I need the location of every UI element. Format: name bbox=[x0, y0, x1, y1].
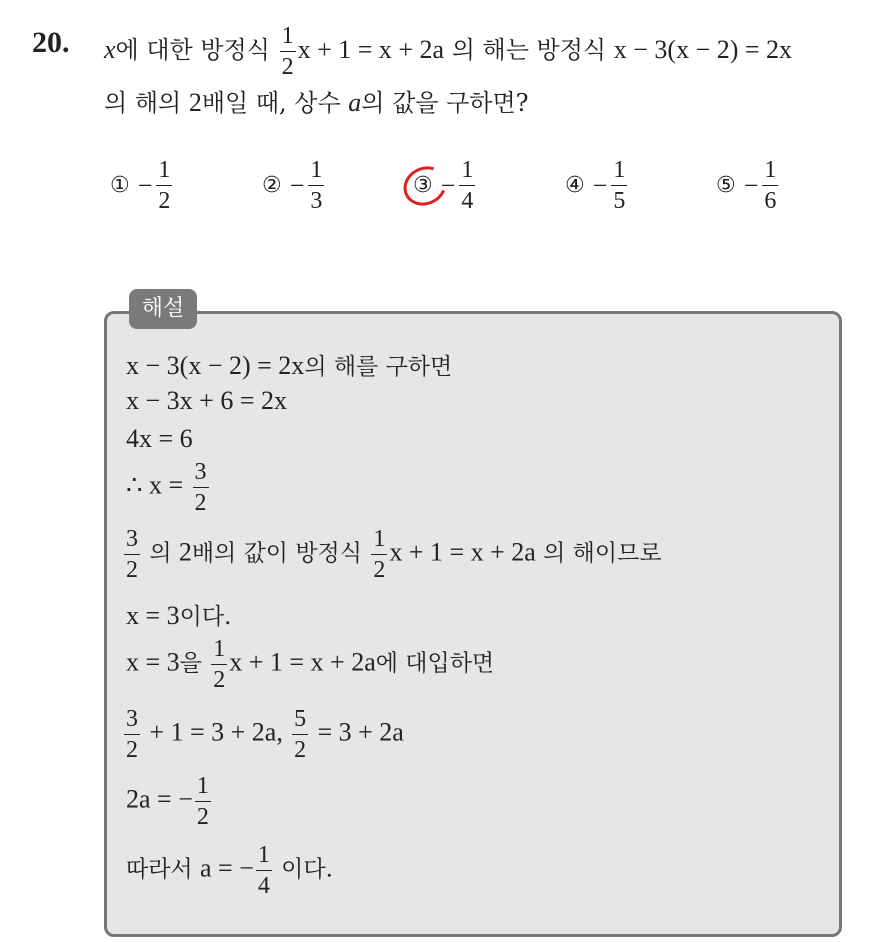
minus-sign: − bbox=[440, 170, 456, 200]
equation: a = − bbox=[199, 853, 254, 883]
denominator: 2 bbox=[158, 188, 171, 214]
numerator: 1 bbox=[195, 774, 211, 802]
text: 의 값을 구하면? bbox=[361, 89, 529, 117]
text: 을 bbox=[179, 650, 202, 677]
solution-line-4 bbox=[126, 460, 211, 515]
numerator: 1 bbox=[762, 158, 778, 186]
equation: x − 3x + 6 = 2x bbox=[126, 386, 287, 415]
fraction bbox=[459, 158, 475, 213]
numerator: 1 bbox=[156, 158, 172, 186]
denominator: 2 bbox=[281, 54, 294, 80]
question-line-2 bbox=[104, 83, 529, 118]
numerator: 1 bbox=[211, 637, 227, 665]
question-number: 20. bbox=[32, 26, 70, 59]
equation: x − 3(x − 2) = 2x bbox=[126, 351, 305, 380]
equation-2: x − 3(x − 2) = 2x bbox=[613, 35, 793, 64]
text: 의 해의 bbox=[104, 89, 182, 117]
numerator: 1 bbox=[308, 158, 324, 186]
fraction bbox=[280, 24, 296, 79]
equation: x + 1 = x + 2a bbox=[229, 647, 376, 677]
denominator: 2 bbox=[373, 557, 386, 583]
choice-1[interactable] bbox=[110, 158, 174, 213]
text: 이다. bbox=[179, 604, 232, 630]
question-line-1 bbox=[104, 24, 792, 79]
choice-4[interactable] bbox=[565, 158, 629, 213]
denominator: 2 bbox=[194, 490, 207, 516]
equation: x = 3 bbox=[126, 601, 180, 630]
denominator: 2 bbox=[213, 667, 226, 693]
choice-2[interactable] bbox=[262, 158, 326, 213]
equation-1: x + 1 = x + 2a bbox=[297, 35, 445, 64]
minus-sign: − bbox=[137, 170, 153, 200]
equation: 4x = 6 bbox=[126, 424, 193, 453]
denominator: 4 bbox=[461, 188, 474, 214]
number-two: 2 bbox=[178, 537, 192, 567]
fraction bbox=[124, 707, 140, 762]
equation: ∴ x = bbox=[126, 470, 184, 500]
solution-line-1 bbox=[126, 348, 452, 381]
denominator: 6 bbox=[764, 188, 777, 214]
number-two: 2 bbox=[188, 88, 202, 117]
numerator: 1 bbox=[611, 158, 627, 186]
fraction bbox=[156, 158, 172, 213]
text: 의 해이므로 bbox=[543, 540, 662, 567]
denominator: 5 bbox=[613, 188, 626, 214]
fraction bbox=[256, 843, 272, 898]
equation: = 3 + 2a bbox=[317, 717, 404, 747]
solution-line-6 bbox=[126, 598, 231, 631]
solution-line-9 bbox=[126, 774, 213, 829]
solution-line-5 bbox=[122, 527, 662, 582]
minus-sign: − bbox=[592, 170, 608, 200]
var-a: a bbox=[348, 88, 362, 117]
solution-tag: 해설 bbox=[129, 289, 197, 329]
choice-mark: ⑤ bbox=[716, 173, 736, 198]
numerator: 3 bbox=[124, 707, 140, 735]
text: 에 대한 방정식 bbox=[115, 36, 270, 64]
denominator: 2 bbox=[126, 557, 138, 583]
choice-mark: ① bbox=[110, 173, 130, 198]
numerator: 1 bbox=[280, 24, 296, 52]
text: 따라서 bbox=[126, 856, 193, 883]
numerator: 3 bbox=[124, 527, 140, 555]
solution-line-10 bbox=[126, 843, 333, 898]
minus-sign: − bbox=[289, 170, 305, 200]
text: 이다. bbox=[281, 856, 333, 883]
fraction bbox=[611, 158, 627, 213]
numerator: 1 bbox=[459, 158, 475, 186]
var-x: x bbox=[104, 35, 116, 64]
numerator: 1 bbox=[371, 527, 387, 555]
fraction bbox=[195, 774, 211, 829]
equation: x + 1 = x + 2a bbox=[389, 537, 536, 567]
denominator: 2 bbox=[126, 737, 138, 763]
text: 의 해는 방정식 bbox=[451, 36, 607, 64]
denominator: 2 bbox=[294, 737, 307, 763]
text: 의 bbox=[149, 540, 172, 567]
fraction bbox=[124, 527, 140, 582]
denominator: 2 bbox=[196, 804, 209, 830]
choice-mark: ④ bbox=[565, 173, 585, 198]
text: 배일 때, 상수 bbox=[201, 89, 341, 117]
text: 배의 값이 방정식 bbox=[191, 540, 362, 567]
fraction bbox=[193, 460, 209, 515]
equation: + 1 = 3 + 2a, bbox=[149, 717, 283, 747]
text: 의 해를 구하면 bbox=[304, 354, 453, 380]
solution-line-3 bbox=[126, 424, 193, 454]
fraction bbox=[308, 158, 324, 213]
choice-mark: ② bbox=[262, 173, 282, 198]
fraction bbox=[371, 527, 387, 582]
solution-line-2 bbox=[126, 386, 287, 416]
equation: 2a = − bbox=[126, 784, 193, 814]
denominator: 3 bbox=[310, 188, 323, 214]
minus-sign: − bbox=[743, 170, 759, 200]
choice-5[interactable] bbox=[716, 158, 780, 213]
solution-line-7 bbox=[126, 637, 494, 692]
equation: x = 3 bbox=[126, 647, 180, 677]
solution-line-8 bbox=[122, 707, 404, 762]
fraction bbox=[211, 637, 227, 692]
text: 에 대입하면 bbox=[375, 650, 495, 677]
fraction bbox=[292, 707, 308, 762]
numerator: 1 bbox=[256, 843, 272, 871]
numerator: 3 bbox=[193, 460, 209, 488]
fraction bbox=[762, 158, 778, 213]
numerator: 5 bbox=[292, 707, 308, 735]
denominator: 4 bbox=[257, 873, 270, 899]
choice-mark: ③ bbox=[413, 173, 433, 198]
